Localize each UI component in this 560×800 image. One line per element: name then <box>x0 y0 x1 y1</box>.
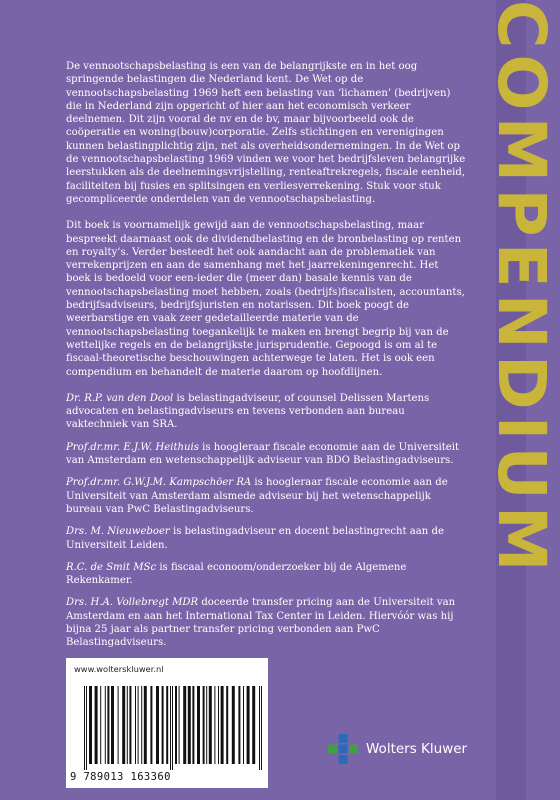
wolters-kluwer-icon <box>328 734 358 764</box>
blurb <box>66 60 466 659</box>
isbn-barcode <box>82 686 264 770</box>
intro-paragraph-1: De vennootschapsbelasting is een van de belangrijkste en in het oog springende belastingen die Nederland kent. De Wet op de vennootschapsbelasting 1969 heft een belasting van ‘lichamen’ (bedrijven) die in Nederland zijn opgericht of hier aan het economisch verkeer deelnemen. Dit zijn vooral de nv en de bv, maar bijvoorbeeld ook de coöperatie en woning(bouw)corporatie. Zelfs stichtingen en verenigingen kunnen belastingplichtig zijn, net als overheidsondernemingen. In de Wet op de vennootschapsbelasting 1969 vinden we voor het bedrijfsleven belangrijke leerstukken als de deelnemingsvrijstelling, renteaftrekregels, fiscale eenheid, faciliteiten bij fusies en splitsingen en verliesverrekening. Stuk voor stuk gecompliceerde onderdelen van de vennootschapsbelasting. <box>66 61 466 205</box>
author-bio <box>66 596 466 649</box>
author-name: Dr. R.P. van den Dool <box>66 392 174 404</box>
isbn-number: 9 789013 163360 <box>70 771 171 783</box>
author-name: Prof.dr.mr. E.J.W. Heithuis <box>66 441 199 453</box>
intro-paragraph-2: Dit boek is voornamelijk gewijd aan de vennootschapsbelasting, maar bespreekt daarnaast ook de dividendbelasting en de bronbelasting op renten en royalty’s. Verder besteedt het ook aandacht aan de problematiek van verrekenprijzen en aan de samenhang met het jaarrekeningenrecht. Het boek is bedoeld voor een-ieder die (meer dan) basale kennis van de vennootschapsbelasting moet hebben, zoals (bedrijfs)fiscalisten, accountants, bedrijfsadviseurs, bedrijfsjuristen en notarissen. Dit boek poogt de weerbarstige en vaak zeer gedetailleerde materie van de vennootschapsbelasting toegankelijk te maken en brengt begrip bij van de wettelijke regels en de belangrijkste jurisprudentie. Gepoogd is om al te fiscaal-theoretische beschouwingen achterwege te laten. Het is ook een compendium en behandelt de materie daarom op hoofdlijnen. <box>66 220 465 378</box>
author-name: R.C. de Smit MSc <box>66 561 157 573</box>
publisher-logo <box>328 734 467 764</box>
author-bio <box>66 476 466 516</box>
author-description: is hoogleraar fiscale economie aan de Universiteit van Amsterdam alsmede adviseur bij het wetenschappelijk bureau van PwC Belastingadviseurs. <box>66 477 448 515</box>
author-description: is fiscaal econoom/onderzoeker bij de Algemene Rekenkamer. <box>66 561 407 587</box>
author-bio <box>66 392 466 432</box>
barcode-panel <box>66 658 268 788</box>
publisher-name: Wolters Kluwer <box>366 741 468 757</box>
author-description: is belastingadviseur en docent belastingrecht aan de Universiteit Leiden. <box>66 526 444 551</box>
author-bio <box>66 441 466 468</box>
author-description: is hoogleraar fiscale economie aan de Universiteit van Amsterdam en wetenschappelijk adviseur van BDO Belastingadviseurs. <box>66 441 460 467</box>
author-name: Drs. H.A. Vollebregt MDR <box>66 597 199 609</box>
author-name: Drs. M. Nieuweboer <box>66 526 170 538</box>
author-name: Prof.dr.mr. G.W.J.M. Kampschöer RA <box>66 477 252 489</box>
author-description: is belastingadviseur, of counsel Delissen Martens advocaten en belastingadviseurs en tevens verbonden aan bureau vaktechniek van SRA. <box>66 392 430 431</box>
website-url: www.wolterskluwer.nl <box>74 664 164 674</box>
author-bio <box>66 525 466 552</box>
author-description: doceerde transfer pricing aan de Universiteit van Amsterdam en aan het International Tax Center in Leiden. Hiervóór was hij bijna 25 jaar als partner transfer pricing verbonden aan PwC Belastingadviseurs. <box>66 597 456 649</box>
spine-title <box>483 0 560 800</box>
author-bio <box>66 561 466 588</box>
spine-title-text: COMPENDIUM <box>483 0 560 578</box>
